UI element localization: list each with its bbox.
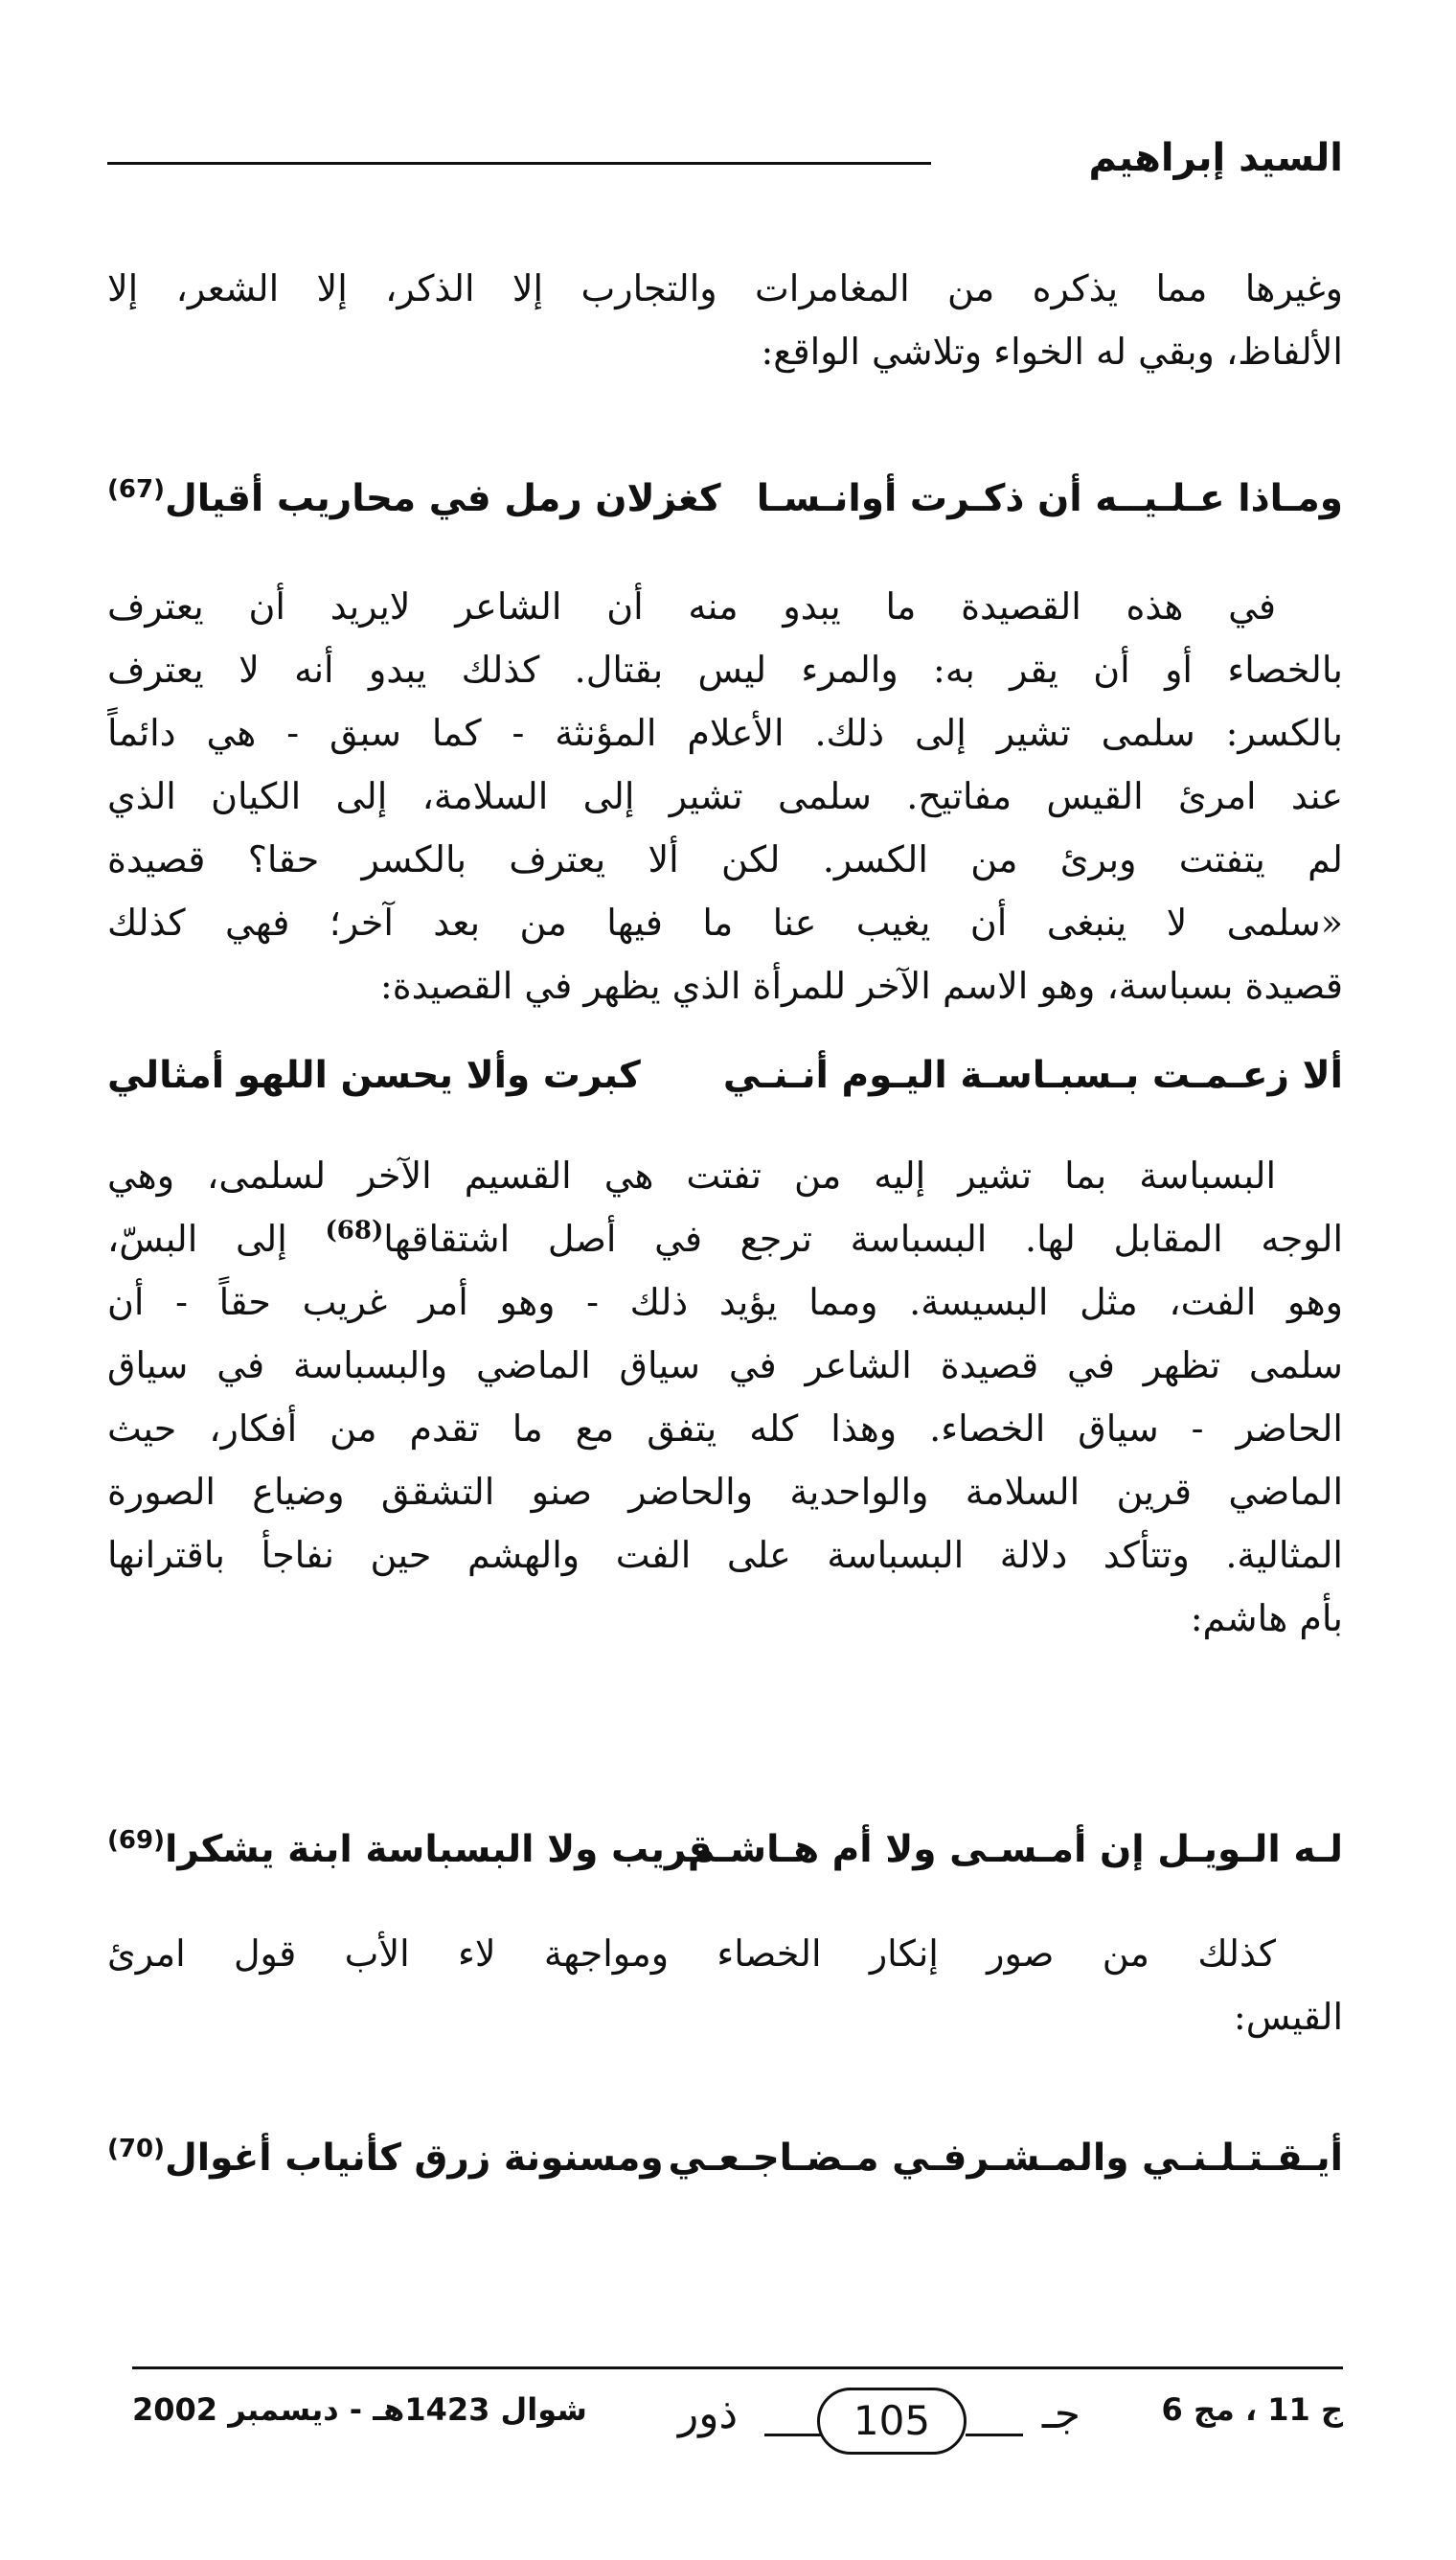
running-header (107, 129, 1343, 196)
text-line: سلمى تظهر في قصيدة الشاعر في سياق الماضي والبسباسة في سياق (107, 1344, 1343, 1386)
page-footer (132, 2384, 1343, 2470)
verse-hemistich-2-text: قريب ولا البسباسة ابنة يشكرا (164, 1828, 713, 1871)
text-line: في هذه القصيدة ما يبدو منه أن الشاعر لايريد أن يعترف (107, 585, 1276, 628)
paragraph-2 (107, 575, 1343, 1017)
text-line: لم يتفتت وبرئ من الكسر. لكن ألا يعترف بالكسر حقا؟ قصيدة (107, 838, 1343, 880)
header-rule (107, 162, 931, 165)
text-line: بأم هاشم: (1190, 1597, 1343, 1639)
verse-hemistich-2: كبرت وألا يحسن اللهو أمثالي (107, 1054, 641, 1097)
text-line: البسباسة بما تشير إليه من تفتت هي القسيم الآخر لسلمى، وهي (107, 1154, 1276, 1197)
text-line: الألفاظ، وبقي له الخواء وتلاشي الواقع: (761, 331, 1343, 373)
footnote-ref: (69) (107, 1826, 165, 1855)
logo-line-right (966, 2434, 1023, 2436)
paragraph-4 (107, 1922, 1343, 2048)
text-line: بالكسر: سلمى تشير إلى ذلك. الأعلام المؤنثة - كما سبق - هي دائماً (107, 712, 1343, 754)
verse-hemistich-1: ألا زعـمـت بـسبـاسـة اليـوم أنـنـي (722, 1054, 1343, 1097)
header-author: السيد إبراهيم (1088, 136, 1343, 180)
verse-3 (107, 1817, 1343, 1884)
verse-hemistich-1: لـه الـويـل إن أمـسـى ولا أم هـاشـم (687, 1828, 1343, 1871)
text-line: وغيرها مما يذكره من المغامرات والتجارب إلا الذكر، إلا الشعر، إلا (107, 267, 1343, 309)
text-line-part: إلى البسّ، (107, 1218, 326, 1260)
footnote-ref: (70) (107, 2135, 165, 2163)
paragraph-1 (107, 257, 1343, 383)
footer-issue: ج 11 ، مج 6 (1161, 2391, 1343, 2428)
paragraph-3 (107, 1144, 1343, 1650)
footnote-ref: (68) (325, 1216, 384, 1246)
magazine-name-left: ذور (678, 2389, 739, 2438)
verse-hemistich-2-text: كغزلان رمل في محاريب أقيال (164, 477, 721, 520)
text-line: بالخصاء أو أن يقر به: والمرء ليس بقتال. كذلك يبدو أنه لا يعترف (107, 649, 1343, 691)
text-line: «سلمى لا ينبغى أن يغيب عنا ما فيها من بعد آخر؛ فهي كذلك (107, 902, 1343, 944)
page-number: 105 (817, 2388, 967, 2455)
magazine-logo (678, 2384, 1081, 2460)
verse-hemistich-2 (107, 466, 721, 533)
verse-4 (107, 2125, 1343, 2192)
verse-hemistich-2-text: ومسنونة زرق كأنياب أغوال (164, 2137, 664, 2180)
text-line: وهو الفت، مثل البسيسة. ومما يؤيد ذلك - وهو أمر غريب حقاً - أن (107, 1281, 1343, 1323)
verse-hemistich-1: ومـاذا عـلـيــه أن ذكـرت أوانـسـا (756, 477, 1343, 520)
text-line: المثالية. وتتأكد دلالة البسباسة على الفت والهشم حين نفاجأ باقترانها (107, 1534, 1343, 1576)
logo-line-left (764, 2434, 822, 2436)
text-line: الحاضر - سياق الخصاء. وهذا كله يتفق مع ما تقدم من أفكار، حيث (107, 1407, 1343, 1450)
verse-hemistich-2 (107, 1817, 713, 1884)
text-line: عند امرئ القيس مفاتيح. سلمى تشير إلى السلامة، إلى الكيان الذي (107, 775, 1343, 817)
magazine-name-right: جـ (1041, 2389, 1081, 2438)
verse-hemistich-2 (107, 2125, 664, 2192)
footer-date: شوال 1423هـ - ديسمبر 2002 (132, 2391, 587, 2428)
text-line: قصيدة بسباسة، وهو الاسم الآخر للمرأة الذي يظهر في القصيدة: (379, 965, 1343, 1007)
text-line: كذلك من صور إنكار الخصاء ومواجهة لاء الأب قول امرئ (107, 1932, 1276, 1975)
text-line: القيس: (1233, 1996, 1343, 2038)
verse-2 (107, 1042, 1343, 1109)
verse-hemistich-1: أيـقـتـلـنـي والمـشـرفـي مـضـاجـعـي (668, 2137, 1343, 2180)
text-line: الماضي قرين السلامة والواحدية والحاضر صنو التشقق وضياع الصورة (107, 1471, 1343, 1513)
text-line-with-note (107, 1207, 1343, 1270)
footnote-ref: (67) (107, 475, 165, 504)
text-line-part: الوجه المقابل لها. البسباسة ترجع في أصل اشتقاقها (383, 1218, 1343, 1260)
footer-rule (132, 2366, 1343, 2369)
verse-1 (107, 466, 1343, 533)
